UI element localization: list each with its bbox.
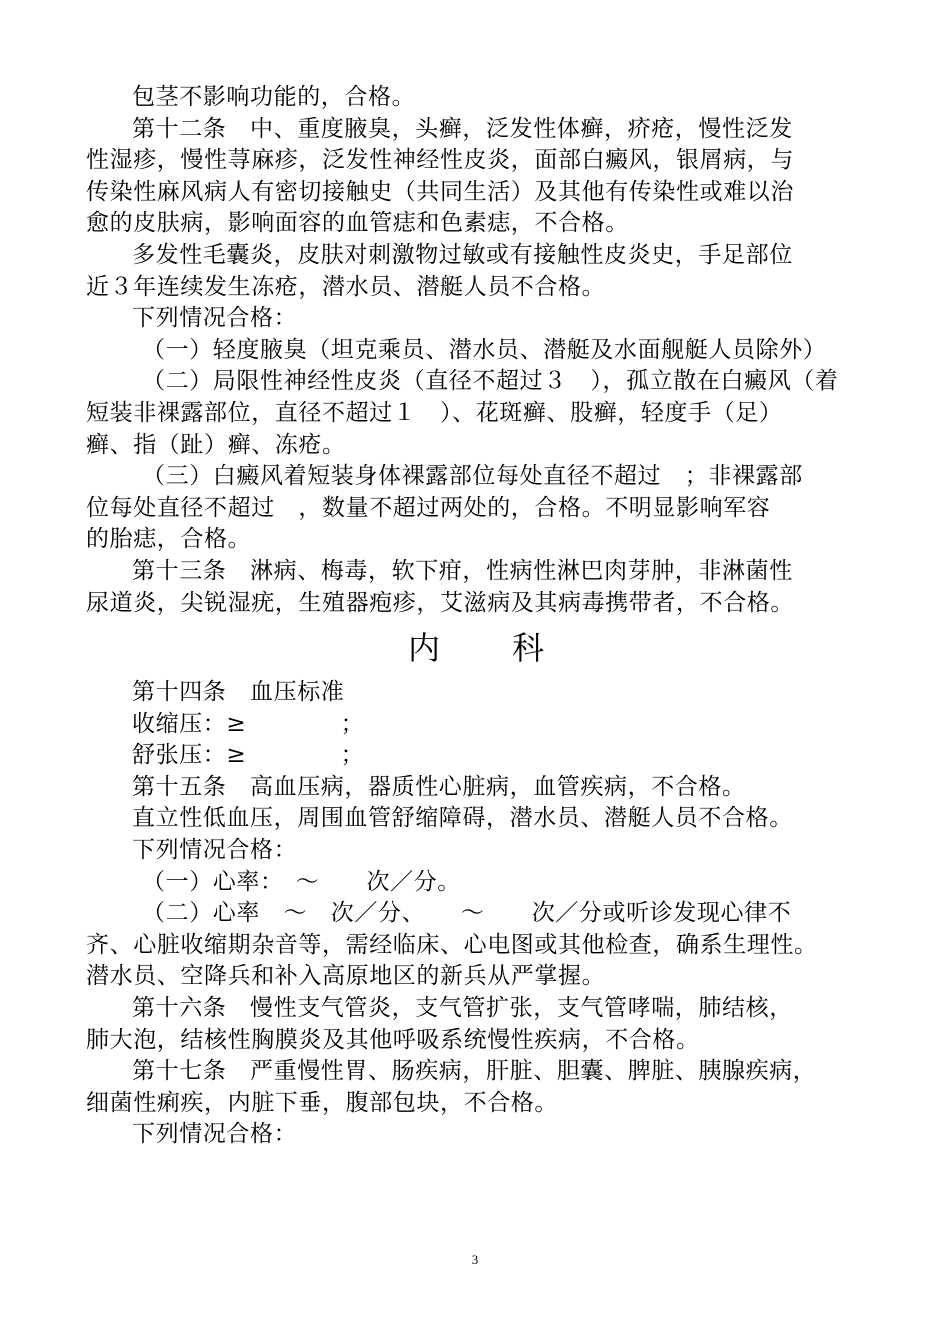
- text-line: 第十二条 中、重度腋臭，头癣，泛发性体癣，疥疮，慢性泛发: [132, 115, 793, 142]
- text-line: 短装非裸露部位，直径不超过１ ）、花斑癣、股癣，轻度手（足）: [86, 399, 783, 426]
- text-line: （二）心率 ～ 次／分、 ～ 次／分或听诊发现心律不: [142, 900, 792, 927]
- text-line: （一）轻度腋臭（坦克乘员、潜水员、潜艇及水面舰艇人员除外）: [142, 336, 827, 363]
- text-line: 第十四条 血压标准: [132, 679, 345, 706]
- text-line: 下列情况合格：: [132, 1121, 298, 1148]
- text-line: 位每处直径不超过 ，数量不超过两处的，合格。不明显影响军容: [86, 494, 771, 521]
- text-line: 包茎不影响功能的，合格。: [132, 84, 416, 110]
- text-line: （二）局限性神经性皮炎（直径不超过３ ），孤立散在白癜风（着: [142, 368, 839, 395]
- text-line: 第十七条 严重慢性胃、肠疾病，肝脏、胆囊、脾脏、胰腺疾病，: [132, 1058, 817, 1085]
- text-line: 潜水员、空降兵和补入高原地区的新兵从严掌握。: [86, 963, 606, 990]
- text-line: 肺大泡，结核性胸膜炎及其他呼吸系统慢性疾病，不合格。: [86, 1026, 700, 1053]
- text-line: 第十六条 慢性支气管炎，支气管扩张，支气管哮喘，肺结核，: [132, 995, 793, 1022]
- text-line: 传染性麻风病人有密切接触史（共同生活）及其他有传染性或难以治: [86, 178, 794, 205]
- text-line: 近３年连续发生冻疮，潜水员、潜艇人员不合格。: [86, 273, 606, 300]
- text-line: 下列情况合格：: [132, 305, 298, 332]
- text-line: 第十三条 淋病、梅毒，软下疳，性病性淋巴肉芽肿，非淋菌性: [132, 557, 793, 584]
- text-line: 愈的皮肤病，影响面容的血管痣和色素痣，不合格。: [86, 210, 629, 237]
- text-line: 下列情况合格：: [132, 837, 298, 864]
- text-line: 直立性低血压，周围血管舒缩障碍，潜水员、潜艇人员不合格。: [132, 805, 793, 832]
- text-line: 癣、指（趾）癣、冻疮。: [86, 431, 346, 458]
- page-number: 3: [471, 1252, 479, 1267]
- text-line: 齐、心脏收缩期杂音等，需经临床、心电图或其他检查，确系生理性。: [86, 931, 818, 958]
- text-line: 收缩压：≥ ；: [132, 710, 365, 737]
- text-line: （三）白癜风着短装身体裸露部位每处直径不超过 ；非裸露部: [142, 463, 803, 490]
- text-line: 尿道炎，尖锐湿疣，生殖器疱疹，艾滋病及其病毒携带者，不合格。: [86, 589, 794, 616]
- text-line: 舒张压：≥ ；: [132, 742, 365, 769]
- section-title: 内科: [407, 629, 616, 668]
- text-line: 细菌性痢疾，内脏下垂，腹部包块，不合格。: [86, 1089, 558, 1116]
- text-line: 第十五条 高血压病，器质性心脏病，血管疾病，不合格。: [132, 773, 746, 800]
- text-line: 多发性毛囊炎，皮肤对刺激物过敏或有接触性皮炎史，手足部位: [132, 241, 793, 268]
- text-line: （一）心率： ～ 次／分。: [142, 868, 461, 895]
- text-line: 的胎痣，合格。: [86, 526, 252, 553]
- text-line: 性湿疹，慢性荨麻疹，泛发性神经性皮炎，面部白癜风，银屑病，与: [86, 147, 794, 174]
- document-body: [86, 82, 866, 1151]
